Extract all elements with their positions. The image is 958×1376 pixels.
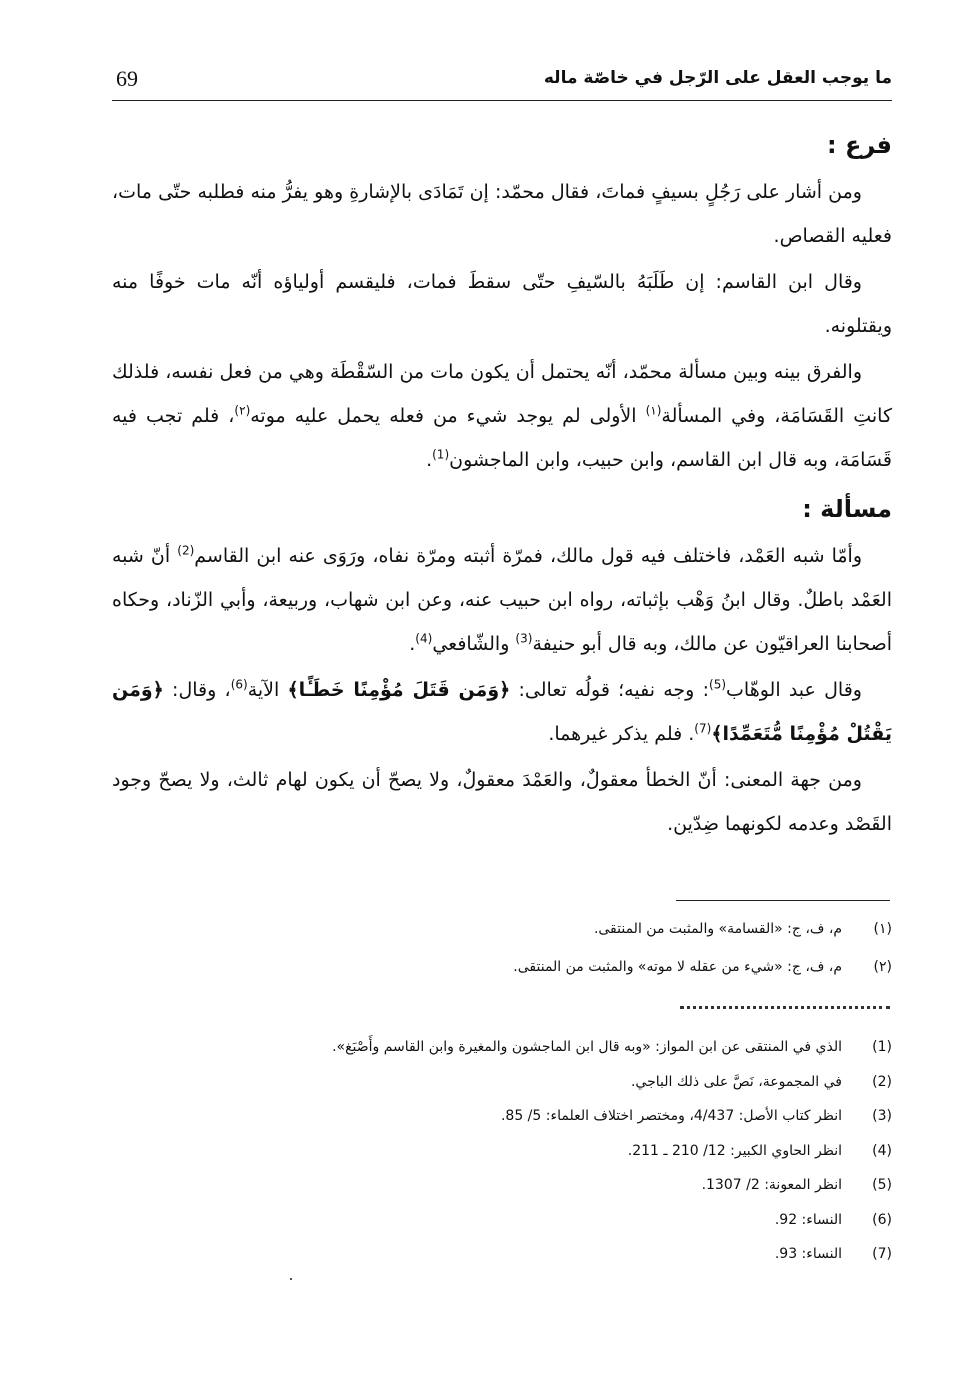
footnote-text: في المجموعة، نَصَّ على ذلك الباجي. bbox=[630, 1073, 842, 1090]
section-heading: مسألة : bbox=[802, 495, 892, 523]
footnote bbox=[112, 1030, 892, 1065]
footnote-text: انظر كتاب الأصل: 4/437، ومختصر اختلاف العلماء: 5/ 85. bbox=[500, 1108, 842, 1124]
page-header bbox=[112, 64, 892, 98]
reference-footnotes bbox=[112, 1030, 892, 1272]
footnote-number: (١) bbox=[873, 921, 892, 937]
quran-verse: ﴿وَمَن يَقْتُلْ مُؤْمِنًا مُّتَعَمِّدًا﴾ bbox=[112, 679, 892, 745]
footnote bbox=[112, 1168, 892, 1203]
running-title: ما يوجب العقل على الرّجل في خاصّة ماله bbox=[543, 68, 892, 88]
footnote-marker[interactable]: (١) bbox=[645, 403, 662, 418]
footnote-number: (2) bbox=[872, 1073, 892, 1090]
footnote-marker[interactable]: (5) bbox=[709, 677, 727, 692]
footnote-separator bbox=[676, 900, 890, 901]
footnote-text: م، ف، ج: «شيء من عقله لا موته» والمثبت من المنتقى. bbox=[513, 959, 842, 975]
dotted-separator bbox=[680, 1006, 890, 1009]
paragraph: وقال ابن القاسم: إن طَلَبَهُ بالسّيفِ حتّى سقطَ فمات، فليقسم أولياؤه أنّه مات خوفًا منه ويقتلونه. bbox=[112, 271, 892, 337]
footnote bbox=[112, 1065, 892, 1100]
footnote bbox=[112, 910, 892, 948]
print-speck bbox=[290, 1278, 292, 1280]
footnote-number: (4) bbox=[872, 1142, 892, 1159]
footnote-number: (1) bbox=[872, 1039, 892, 1055]
footnote-number: (7) bbox=[872, 1246, 892, 1262]
footnote bbox=[112, 1203, 892, 1238]
footnote bbox=[112, 1099, 892, 1134]
quran-verse: ﴿وَمَن قَتَلَ مُؤْمِنًا خَطَـًٔا﴾ bbox=[287, 679, 511, 701]
footnote-marker[interactable]: (3) bbox=[515, 631, 533, 646]
footnote-number: (3) bbox=[872, 1108, 892, 1124]
paragraph: وقال عبد الوهّاب$^{(5)}$: وجه نفيه؛ قولُه تعالى: ﴿وَمَن قَتَلَ مُؤْمِنًا خَطَـًٔا﴾ الآية$^{(6)}$، وقال: ﴿وَمَن يَقْتُلْ مُؤْمِنًا مُّتَعَمِّدًا﴾$^{(7)}$. فلم يذكر غيرهما. bbox=[112, 677, 892, 745]
footnote-marker[interactable]: (6) bbox=[230, 677, 248, 692]
footnote-text: م، ف، ج: «القسامة» والمثبت من المنتقى. bbox=[593, 921, 842, 937]
footnote-text: النساء: 93. bbox=[774, 1246, 842, 1262]
footnote bbox=[112, 1134, 892, 1169]
footnote-number: (5) bbox=[872, 1177, 892, 1193]
footnote-marker[interactable]: (1) bbox=[432, 447, 450, 462]
footnote-text: انظر الحاوي الكبير: 12/ 210 ـ 211. bbox=[627, 1142, 842, 1159]
header-rule bbox=[112, 100, 892, 101]
paragraph: ومن أشار على رَجُلٍ بسيفٍ فماتَ، فقال محمّد: إن تَمَادَى بالإشارةِ وهو يفرُّ منه فطلبه حتّى مات، فعليه القصاص. bbox=[112, 181, 892, 247]
paragraph: والفرق بينه وبين مسألة محمّد، أنّه يحتمل أن يكون مات من السّقْطَة وهي من فعل نفسه، فلذلك كانتِ القَسَامَة، وفي المسألة$^{(١)}$ الأولى لم يوجد شيء من فعله يحمل عليه موته$^{(٢)}$، فلم تجب فيه قَسَامَة، وبه قال ابن القاسم، وابن حبيب، وابن الماجشون$^{(1)}$. bbox=[112, 361, 892, 471]
footnote-number: (6) bbox=[872, 1211, 892, 1228]
footnote-marker[interactable]: (٢) bbox=[234, 403, 251, 418]
section-heading: فرع : bbox=[827, 131, 892, 159]
footnote-marker[interactable]: (4) bbox=[415, 631, 433, 646]
footnote-text: الذي في المنتقى عن ابن المواز: «وبه قال ابن الماجشون والمغيرة وابن القاسم وأَصْبَغ». bbox=[332, 1039, 842, 1055]
page-number: 69 bbox=[116, 66, 138, 91]
footnote-number: (٢) bbox=[873, 959, 892, 975]
paragraph: ومن جهة المعنى: أنّ الخطأ معقولٌ، والعَمْدَ معقولٌ، ولا يصحّ أن يكون لهام ثالث، ولا يصحّ وجود القَصْد وعدمه لكونهما ضِدّين. bbox=[112, 769, 892, 835]
footnote bbox=[112, 948, 892, 986]
footnote-text: انظر المعونة: 2/ 1307. bbox=[701, 1177, 842, 1193]
footnote-marker[interactable]: (2) bbox=[177, 543, 195, 558]
main-text bbox=[112, 120, 892, 848]
footnote-marker[interactable]: (7) bbox=[694, 721, 712, 736]
footnote bbox=[112, 1237, 892, 1272]
footnote-text: النساء: 92. bbox=[774, 1211, 842, 1228]
variant-footnotes bbox=[112, 910, 892, 986]
paragraph: وأمّا شبه العَمْد، فاختلف فيه قول مالك، فمرّة أثبته ومرّة نفاه، ورَوَى عنه ابن القاسم$^{(2)}$ أنّ شبه العَمْد باطلٌ. وقال ابنُ وَهْب بإثباته، رواه ابن حبيب عنه، وعن ابن شهاب، وربيعة، وأبي الزّناد، وحكاه أصحابنا العراقيّون عن مالك، وبه قال أبو حنيفة$^{(3)}$ والشّافعي$^{(4)}$. bbox=[112, 543, 892, 655]
